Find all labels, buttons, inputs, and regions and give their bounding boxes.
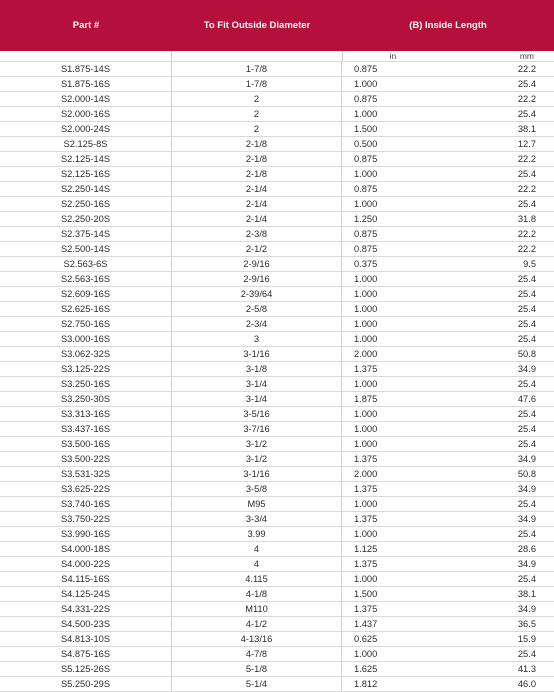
cell-outside-diameter: 4-13/16 <box>172 632 342 646</box>
cell-part-number: S2.125-14S <box>0 152 172 166</box>
cell-length-in: 1.000 <box>354 649 378 659</box>
cell-part-number: S2.500-14S <box>0 242 172 256</box>
table-row <box>0 602 554 617</box>
cell-outside-diameter: 2 <box>172 92 342 106</box>
cell-length-mm: 38.1 <box>517 124 536 134</box>
cell-part-number: S2.000-24S <box>0 122 172 136</box>
cell-length-in: 0.875 <box>354 64 378 74</box>
cell-length-in: 1.375 <box>354 484 378 494</box>
cell-outside-diameter: 2 <box>172 122 342 136</box>
table-row <box>0 167 554 182</box>
cell-length-in: 1.000 <box>354 169 378 179</box>
cell-part-number: S2.125-8S <box>0 137 172 151</box>
table-row <box>0 572 554 587</box>
cell-length-in: 1.375 <box>354 514 378 524</box>
cell-part-number: S3.313-16S <box>0 407 172 421</box>
cell-outside-diameter: 1-7/8 <box>172 62 342 76</box>
cell-part-number: S3.990-16S <box>0 527 172 541</box>
cell-length-in: 1.375 <box>354 454 378 464</box>
cell-length-mm: 28.6 <box>517 544 536 554</box>
cell-outside-diameter: 2-1/4 <box>172 182 342 196</box>
table-row <box>0 647 554 662</box>
cell-part-number: S4.813-10S <box>0 632 172 646</box>
cell-length-mm: 34.9 <box>517 484 536 494</box>
cell-part-number: S4.875-16S <box>0 647 172 661</box>
cell-length-mm: 34.9 <box>517 559 536 569</box>
cell-length-mm: 9.5 <box>523 259 536 269</box>
cell-length-mm: 25.4 <box>517 424 536 434</box>
table-row <box>0 407 554 422</box>
cell-outside-diameter: 3.99 <box>172 527 342 541</box>
cell-part-number: S2.750-16S <box>0 317 172 331</box>
table-row <box>0 377 554 392</box>
table-row <box>0 617 554 632</box>
cell-length-in: 2.000 <box>354 349 378 359</box>
cell-length-mm: 25.4 <box>517 319 536 329</box>
cell-part-number: S3.500-22S <box>0 452 172 466</box>
cell-part-number: S3.250-30S <box>0 392 172 406</box>
cell-length-mm: 36.5 <box>517 619 536 629</box>
cell-length-mm: 47.6 <box>517 394 536 404</box>
cell-outside-diameter: 3-1/2 <box>172 437 342 451</box>
cell-length-mm: 31.8 <box>517 214 536 224</box>
table-row <box>0 77 554 92</box>
cell-part-number: S2.000-14S <box>0 92 172 106</box>
cell-outside-diameter: 3-5/16 <box>172 407 342 421</box>
cell-length-mm: 41.3 <box>517 664 536 674</box>
cell-length-in: 0.875 <box>354 244 378 254</box>
cell-length-in: 1.875 <box>354 394 378 404</box>
cell-length-mm: 25.4 <box>517 499 536 509</box>
cell-length-in: 1.000 <box>354 199 378 209</box>
units-row <box>0 51 554 62</box>
cell-outside-diameter: 3-1/16 <box>172 347 342 361</box>
cell-outside-diameter: 2-1/8 <box>172 152 342 166</box>
cell-outside-diameter: 2-1/4 <box>172 212 342 226</box>
cell-part-number: S3.437-16S <box>0 422 172 436</box>
cell-length-mm: 25.4 <box>517 199 536 209</box>
cell-length-in: 1.375 <box>354 604 378 614</box>
table-row <box>0 542 554 557</box>
table-row <box>0 152 554 167</box>
cell-length-in: 2.000 <box>354 469 378 479</box>
cell-length-in: 1.375 <box>354 364 378 374</box>
header-part-number: Part # <box>72 20 100 31</box>
cell-length-in: 1.000 <box>354 109 378 119</box>
cell-part-number: S3.500-16S <box>0 437 172 451</box>
table-row <box>0 677 554 692</box>
table-row <box>0 62 554 77</box>
cell-length-in: 1.000 <box>354 499 378 509</box>
cell-length-mm: 25.4 <box>517 169 536 179</box>
cell-outside-diameter: 4 <box>172 557 342 571</box>
cell-outside-diameter: 3-1/4 <box>172 392 342 406</box>
cell-part-number: S2.563-6S <box>0 257 172 271</box>
table-row <box>0 137 554 152</box>
cell-length-mm: 22.2 <box>517 94 536 104</box>
table-row <box>0 587 554 602</box>
cell-length-in: 0.875 <box>354 184 378 194</box>
unit-inches: in <box>389 51 397 61</box>
cell-part-number: S2.000-16S <box>0 107 172 121</box>
cell-outside-diameter: 4-1/2 <box>172 617 342 631</box>
table-row <box>0 392 554 407</box>
cell-outside-diameter: 2-5/8 <box>172 302 342 316</box>
cell-length-mm: 25.4 <box>517 289 536 299</box>
cell-part-number: S3.740-16S <box>0 497 172 511</box>
cell-length-mm: 22.2 <box>517 154 536 164</box>
cell-outside-diameter: 3-1/16 <box>172 467 342 481</box>
table-row <box>0 212 554 227</box>
cell-length-mm: 25.4 <box>517 439 536 449</box>
cell-outside-diameter: 3-1/4 <box>172 377 342 391</box>
cell-outside-diameter: M95 <box>172 497 342 511</box>
cell-length-mm: 12.7 <box>517 139 536 149</box>
cell-length-mm: 25.4 <box>517 109 536 119</box>
cell-length-mm: 50.8 <box>517 349 536 359</box>
table-row <box>0 272 554 287</box>
table-row <box>0 482 554 497</box>
cell-outside-diameter: 4 <box>172 542 342 556</box>
table-row <box>0 662 554 677</box>
cell-part-number: S3.531-32S <box>0 467 172 481</box>
table-row <box>0 557 554 572</box>
cell-length-mm: 46.0 <box>517 679 536 689</box>
cell-outside-diameter: 2-9/16 <box>172 272 342 286</box>
cell-length-in: 1.000 <box>354 304 378 314</box>
cell-part-number: S1.875-14S <box>0 62 172 76</box>
cell-length-mm: 25.4 <box>517 529 536 539</box>
cell-part-number: S3.750-22S <box>0 512 172 526</box>
cell-length-in: 1.375 <box>354 559 378 569</box>
cell-outside-diameter: 3 <box>172 332 342 346</box>
cell-part-number: S4.115-16S <box>0 572 172 586</box>
header-inside-length: (B) Inside Length <box>409 20 487 31</box>
cell-outside-diameter: 2-1/8 <box>172 137 342 151</box>
cell-length-mm: 22.2 <box>517 244 536 254</box>
cell-length-in: 0.500 <box>354 139 378 149</box>
cell-length-mm: 25.4 <box>517 379 536 389</box>
cell-length-in: 1.000 <box>354 319 378 329</box>
cell-length-mm: 22.2 <box>517 64 536 74</box>
cell-length-mm: 15.9 <box>517 634 536 644</box>
cell-length-in: 1.500 <box>354 124 378 134</box>
table-row <box>0 422 554 437</box>
cell-length-in: 0.875 <box>354 94 378 104</box>
cell-length-in: 1.812 <box>354 679 378 689</box>
cell-part-number: S2.250-14S <box>0 182 172 196</box>
cell-length-in: 1.625 <box>354 664 378 674</box>
cell-outside-diameter: 5-1/8 <box>172 662 342 676</box>
cell-part-number: S2.250-16S <box>0 197 172 211</box>
cell-outside-diameter: 2-3/4 <box>172 317 342 331</box>
cell-part-number: S3.125-22S <box>0 362 172 376</box>
cell-length-in: 1.000 <box>354 274 378 284</box>
cell-part-number: S5.125-26S <box>0 662 172 676</box>
table-row <box>0 227 554 242</box>
cell-outside-diameter: 4-1/8 <box>172 587 342 601</box>
cell-part-number: S2.250-20S <box>0 212 172 226</box>
cell-length-mm: 25.4 <box>517 79 536 89</box>
cell-outside-diameter: 2-1/4 <box>172 197 342 211</box>
table-row <box>0 302 554 317</box>
cell-length-in: 1.000 <box>354 439 378 449</box>
cell-outside-diameter: 3-1/2 <box>172 452 342 466</box>
cell-outside-diameter: 3-1/8 <box>172 362 342 376</box>
table-row <box>0 527 554 542</box>
cell-length-in: 0.375 <box>354 259 378 269</box>
cell-length-mm: 25.4 <box>517 649 536 659</box>
cell-outside-diameter: 2-3/8 <box>172 227 342 241</box>
cell-length-in: 1.000 <box>354 424 378 434</box>
cell-length-mm: 25.4 <box>517 334 536 344</box>
cell-length-mm: 25.4 <box>517 409 536 419</box>
cell-length-mm: 25.4 <box>517 304 536 314</box>
units-spacer-diameter <box>172 51 342 61</box>
table-row <box>0 347 554 362</box>
cell-part-number: S2.609-16S <box>0 287 172 301</box>
cell-length-in: 1.250 <box>354 214 378 224</box>
cell-part-number: S3.000-16S <box>0 332 172 346</box>
cell-part-number: S4.000-22S <box>0 557 172 571</box>
cell-length-mm: 34.9 <box>517 604 536 614</box>
cell-part-number: S3.250-16S <box>0 377 172 391</box>
cell-length-mm: 25.4 <box>517 574 536 584</box>
table-row <box>0 107 554 122</box>
cell-length-mm: 34.9 <box>517 364 536 374</box>
cell-length-mm: 38.1 <box>517 589 536 599</box>
cell-length-in: 1.000 <box>354 574 378 584</box>
table-row <box>0 287 554 302</box>
cell-length-mm: 34.9 <box>517 514 536 524</box>
cell-outside-diameter: 2-9/16 <box>172 257 342 271</box>
cell-outside-diameter: 3-7/16 <box>172 422 342 436</box>
table-header <box>0 0 554 51</box>
header-outside-diameter: To Fit Outside Diameter <box>203 20 311 31</box>
unit-millimeters: mm <box>519 51 534 61</box>
table-row <box>0 92 554 107</box>
cell-length-in: 1.000 <box>354 409 378 419</box>
cell-outside-diameter: M110 <box>172 602 342 616</box>
cell-length-in: 1.000 <box>354 79 378 89</box>
table-row <box>0 437 554 452</box>
table-row <box>0 182 554 197</box>
cell-length-in: 1.437 <box>354 619 378 629</box>
cell-length-in: 1.000 <box>354 334 378 344</box>
cell-part-number: S2.563-16S <box>0 272 172 286</box>
table-row <box>0 362 554 377</box>
cell-outside-diameter: 2-39/64 <box>172 287 342 301</box>
cell-outside-diameter: 3-3/4 <box>172 512 342 526</box>
cell-length-mm: 22.2 <box>517 184 536 194</box>
cell-part-number: S5.250-29S <box>0 677 172 691</box>
table-row <box>0 632 554 647</box>
table-row <box>0 317 554 332</box>
cell-length-in: 0.875 <box>354 154 378 164</box>
cell-outside-diameter: 4-7/8 <box>172 647 342 661</box>
table-row <box>0 452 554 467</box>
cell-length-in: 0.875 <box>354 229 378 239</box>
cell-part-number: S2.375-14S <box>0 227 172 241</box>
table-row <box>0 242 554 257</box>
cell-outside-diameter: 3-5/8 <box>172 482 342 496</box>
cell-length-mm: 50.8 <box>517 469 536 479</box>
cell-length-in: 0.625 <box>354 634 378 644</box>
table-row <box>0 257 554 272</box>
table-row <box>0 122 554 137</box>
cell-outside-diameter: 2-1/8 <box>172 167 342 181</box>
cell-part-number: S3.625-22S <box>0 482 172 496</box>
cell-length-mm: 25.4 <box>517 274 536 284</box>
cell-part-number: S2.625-16S <box>0 302 172 316</box>
cell-length-in: 1.000 <box>354 289 378 299</box>
cell-length-mm: 22.2 <box>517 229 536 239</box>
cell-part-number: S1.875-16S <box>0 77 172 91</box>
cell-length-in: 1.000 <box>354 529 378 539</box>
table-row <box>0 497 554 512</box>
cell-outside-diameter: 2 <box>172 107 342 121</box>
cell-outside-diameter: 4.115 <box>172 572 342 586</box>
cell-length-mm: 34.9 <box>517 454 536 464</box>
cell-part-number: S4.331-22S <box>0 602 172 616</box>
cell-part-number: S4.125-24S <box>0 587 172 601</box>
table-row <box>0 197 554 212</box>
cell-part-number: S2.125-16S <box>0 167 172 181</box>
table-row <box>0 467 554 482</box>
cell-outside-diameter: 5-1/4 <box>172 677 342 691</box>
cell-part-number: S4.000-18S <box>0 542 172 556</box>
cell-part-number: S3.062-32S <box>0 347 172 361</box>
cell-part-number: S4.500-23S <box>0 617 172 631</box>
table-row <box>0 332 554 347</box>
table-row <box>0 512 554 527</box>
units-spacer-part <box>0 51 172 61</box>
table-body <box>0 62 554 692</box>
cell-length-in: 1.500 <box>354 589 378 599</box>
cell-outside-diameter: 2-1/2 <box>172 242 342 256</box>
cell-length-in: 1.000 <box>354 379 378 389</box>
cell-outside-diameter: 1-7/8 <box>172 77 342 91</box>
cell-length-in: 1.125 <box>354 544 378 554</box>
